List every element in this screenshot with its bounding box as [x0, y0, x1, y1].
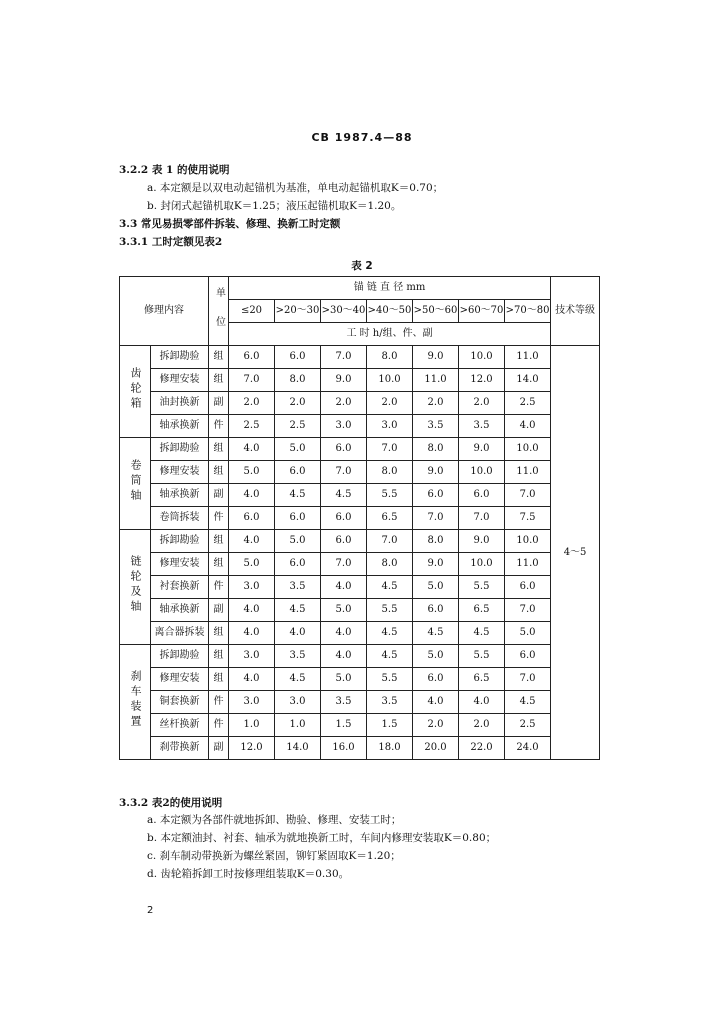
section-3-3-2-item-d: d. 齿轮箱拆卸工时按修理组装取K＝0.30。	[147, 868, 350, 880]
unit-cell: 副	[209, 599, 229, 622]
hours-cell: 8.0	[413, 438, 459, 461]
repair-item: 卷筒拆装	[151, 507, 209, 530]
hours-cell: 10.0	[367, 369, 413, 392]
hours-cell: 2.0	[367, 392, 413, 415]
hours-cell: 7.0	[367, 438, 413, 461]
table-row	[120, 438, 600, 461]
hours-cell: 6.5	[459, 599, 505, 622]
repair-item: 拆卸勘验	[151, 346, 209, 369]
hours-cell: 6.0	[505, 576, 551, 599]
hours-cell: 6.0	[459, 484, 505, 507]
hours-cell: 1.0	[275, 714, 321, 737]
table-row	[120, 691, 600, 714]
group-label: 齿轮箱	[129, 367, 142, 412]
repair-item: 拆卸勘验	[151, 530, 209, 553]
unit-cell: 组	[209, 438, 229, 461]
hours-cell: 3.0	[367, 415, 413, 438]
hours-cell: 4.0	[413, 691, 459, 714]
hours-cell: 6.0	[321, 507, 367, 530]
hours-cell: 4.5	[275, 668, 321, 691]
hours-cell: 7.0	[367, 530, 413, 553]
hours-cell: 5.5	[367, 484, 413, 507]
hours-cell: 7.0	[321, 346, 367, 369]
hours-cell: 2.0	[229, 392, 275, 415]
table-row	[120, 392, 600, 415]
hours-cell: 5.0	[229, 553, 275, 576]
hours-cell: 11.0	[505, 461, 551, 484]
unit-cell: 组	[209, 622, 229, 645]
range-header: >60～70	[459, 300, 505, 323]
hours-cell: 8.0	[275, 369, 321, 392]
unit-cell: 件	[209, 576, 229, 599]
repair-item: 衬套换新	[151, 576, 209, 599]
hours-cell: 22.0	[459, 737, 505, 760]
range-header: ≤20	[229, 300, 275, 323]
hours-cell: 7.0	[505, 484, 551, 507]
table-row	[120, 553, 600, 576]
hours-cell: 4.5	[413, 622, 459, 645]
hours-cell: 5.0	[275, 438, 321, 461]
hours-cell: 7.0	[505, 599, 551, 622]
hours-cell: 3.0	[229, 691, 275, 714]
repair-item: 轴承换新	[151, 484, 209, 507]
header-technical-grade: 技术等级	[551, 277, 600, 346]
labor-hours-table	[119, 276, 600, 760]
repair-item: 拆卸勘验	[151, 645, 209, 668]
table-caption: 表 2	[351, 260, 373, 272]
hours-cell: 6.5	[367, 507, 413, 530]
table-row	[120, 507, 600, 530]
table-row	[120, 346, 600, 369]
table-row	[120, 576, 600, 599]
hours-cell: 5.0	[321, 668, 367, 691]
hours-cell: 5.0	[229, 461, 275, 484]
table-row	[120, 622, 600, 645]
hours-cell: 9.0	[459, 438, 505, 461]
technical-grade-value: 4～5	[551, 346, 600, 760]
hours-cell: 4.0	[229, 438, 275, 461]
hours-cell: 6.5	[459, 668, 505, 691]
hours-cell: 9.0	[321, 369, 367, 392]
hours-cell: 5.5	[459, 576, 505, 599]
hours-cell: 4.5	[275, 599, 321, 622]
hours-cell: 4.0	[505, 415, 551, 438]
unit-cell: 副	[209, 392, 229, 415]
unit-cell: 组	[209, 553, 229, 576]
hours-cell: 9.0	[413, 553, 459, 576]
hours-cell: 5.0	[505, 622, 551, 645]
hours-cell: 6.0	[229, 346, 275, 369]
hours-cell: 6.0	[275, 346, 321, 369]
hours-cell: 7.0	[321, 553, 367, 576]
hours-cell: 4.5	[367, 622, 413, 645]
table-row	[120, 668, 600, 691]
unit-cell: 组	[209, 668, 229, 691]
hours-cell: 4.0	[229, 599, 275, 622]
hours-cell: 2.0	[321, 392, 367, 415]
hours-cell: 4.0	[229, 530, 275, 553]
hours-cell: 6.0	[275, 461, 321, 484]
hours-cell: 18.0	[367, 737, 413, 760]
hours-cell: 20.0	[413, 737, 459, 760]
hours-cell: 11.0	[505, 553, 551, 576]
section-3-3-2-item-b: b. 本定额油封、衬套、轴承为就地换新工时，车间内修理安装取K＝0.80；	[147, 832, 497, 844]
hours-cell: 4.5	[275, 484, 321, 507]
unit-cell: 组	[209, 645, 229, 668]
hours-cell: 10.0	[459, 346, 505, 369]
unit-cell: 组	[209, 369, 229, 392]
hours-cell: 10.0	[505, 438, 551, 461]
table-row	[120, 369, 600, 392]
hours-cell: 5.0	[275, 530, 321, 553]
header-labor-hours: 工 时 h/组、件、副	[229, 323, 551, 346]
hours-cell: 3.0	[321, 415, 367, 438]
table-row	[120, 530, 600, 553]
hours-cell: 1.5	[367, 714, 413, 737]
hours-cell: 2.5	[505, 392, 551, 415]
unit-cell: 组	[209, 530, 229, 553]
hours-cell: 2.0	[275, 392, 321, 415]
repair-item: 修理安装	[151, 553, 209, 576]
hours-cell: 7.0	[459, 507, 505, 530]
hours-cell: 10.0	[505, 530, 551, 553]
unit-cell: 副	[209, 737, 229, 760]
hours-cell: 2.5	[275, 415, 321, 438]
hours-cell: 14.0	[275, 737, 321, 760]
hours-cell: 7.0	[229, 369, 275, 392]
hours-cell: 3.5	[275, 576, 321, 599]
hours-cell: 2.0	[413, 714, 459, 737]
hours-cell: 5.0	[413, 645, 459, 668]
repair-item: 拆卸勘验	[151, 438, 209, 461]
hours-cell: 2.0	[459, 392, 505, 415]
hours-cell: 5.5	[459, 645, 505, 668]
unit-cell: 件	[209, 714, 229, 737]
table-row	[120, 415, 600, 438]
hours-cell: 4.5	[321, 484, 367, 507]
hours-cell: 4.5	[459, 622, 505, 645]
section-3-2-2-item-b: b. 封闭式起锚机取K＝1.25；液压起锚机取K＝1.20。	[147, 200, 402, 212]
hours-cell: 11.0	[505, 346, 551, 369]
section-3-3-2-title: 3.3.2 表2的使用说明	[119, 797, 223, 809]
hours-cell: 3.0	[275, 691, 321, 714]
hours-cell: 6.0	[229, 507, 275, 530]
repair-item: 刹带换新	[151, 737, 209, 760]
hours-cell: 8.0	[413, 530, 459, 553]
hours-cell: 2.0	[413, 392, 459, 415]
section-3-3-1-title: 3.3.1 工时定额见表2	[119, 236, 223, 248]
hours-cell: 1.0	[229, 714, 275, 737]
hours-cell: 10.0	[459, 553, 505, 576]
table-row	[120, 599, 600, 622]
repair-item: 离合器拆装	[151, 622, 209, 645]
range-header: >50～60	[413, 300, 459, 323]
hours-cell: 4.5	[367, 576, 413, 599]
hours-cell: 6.0	[413, 599, 459, 622]
unit-cell: 件	[209, 507, 229, 530]
hours-cell: 5.0	[413, 576, 459, 599]
hours-cell: 3.5	[321, 691, 367, 714]
section-3-3-2-item-a: a. 本定额为各部件就地拆卸、勘验、修理、安装工时；	[147, 814, 402, 826]
section-3-3-title: 3.3 常见易损零部件拆装、修理、换新工时定额	[119, 218, 341, 230]
hours-cell: 4.0	[321, 645, 367, 668]
table-row	[120, 714, 600, 737]
hours-cell: 3.5	[459, 415, 505, 438]
table-row	[120, 461, 600, 484]
hours-cell: 4.0	[321, 576, 367, 599]
table-row	[120, 484, 600, 507]
hours-cell: 4.0	[459, 691, 505, 714]
hours-cell: 4.0	[229, 484, 275, 507]
repair-item: 轴承换新	[151, 415, 209, 438]
hours-cell: 6.0	[321, 530, 367, 553]
hours-cell: 9.0	[459, 530, 505, 553]
document-header: CB 1987.4—88	[311, 131, 413, 144]
hours-cell: 2.0	[459, 714, 505, 737]
page-number: 2	[147, 905, 154, 916]
hours-cell: 6.0	[275, 507, 321, 530]
hours-cell: 5.5	[367, 668, 413, 691]
hours-cell: 3.5	[413, 415, 459, 438]
repair-item: 修理安装	[151, 668, 209, 691]
hours-cell: 10.0	[459, 461, 505, 484]
hours-cell: 1.5	[321, 714, 367, 737]
repair-item: 轴承换新	[151, 599, 209, 622]
hours-cell: 6.0	[505, 645, 551, 668]
hours-cell: 3.5	[367, 691, 413, 714]
hours-cell: 6.0	[413, 668, 459, 691]
hours-cell: 7.0	[321, 461, 367, 484]
group-label: 刹车装置	[129, 670, 142, 730]
hours-cell: 4.0	[321, 622, 367, 645]
hours-cell: 24.0	[505, 737, 551, 760]
group-label: 链轮及轴	[129, 555, 142, 615]
hours-cell: 3.0	[229, 645, 275, 668]
hours-cell: 2.5	[229, 415, 275, 438]
hours-cell: 4.0	[229, 622, 275, 645]
hours-cell: 12.0	[229, 737, 275, 760]
header-content: 修理内容	[120, 277, 209, 346]
range-header: >40～50	[367, 300, 413, 323]
hours-cell: 12.0	[459, 369, 505, 392]
group-label: 卷筒轴	[129, 459, 142, 504]
table-row	[120, 737, 600, 760]
hours-cell: 9.0	[413, 461, 459, 484]
hours-cell: 4.0	[229, 668, 275, 691]
range-header: >30～40	[321, 300, 367, 323]
hours-cell: 8.0	[367, 553, 413, 576]
hours-cell: 16.0	[321, 737, 367, 760]
hours-cell: 5.0	[321, 599, 367, 622]
hours-cell: 4.0	[275, 622, 321, 645]
unit-cell: 件	[209, 415, 229, 438]
hours-cell: 7.0	[413, 507, 459, 530]
hours-cell: 9.0	[413, 346, 459, 369]
header-unit: 单 位	[209, 277, 229, 346]
hours-cell: 11.0	[413, 369, 459, 392]
section-3-3-2-item-c: c. 刹车制动带换新为螺丝紧固，铆钉紧固取K＝1.20；	[147, 850, 401, 862]
unit-cell: 副	[209, 484, 229, 507]
unit-cell: 组	[209, 461, 229, 484]
range-header: >20～30	[275, 300, 321, 323]
hours-cell: 6.0	[413, 484, 459, 507]
hours-cell: 2.5	[505, 714, 551, 737]
repair-item: 油封换新	[151, 392, 209, 415]
hours-cell: 3.0	[229, 576, 275, 599]
repair-item: 铜套换新	[151, 691, 209, 714]
header-chain-diameter: 锚 链 直 径 mm	[229, 277, 551, 300]
hours-cell: 6.0	[275, 553, 321, 576]
hours-cell: 5.5	[367, 599, 413, 622]
section-3-2-2-title: 3.2.2 表 1 的使用说明	[119, 164, 230, 176]
hours-cell: 3.5	[275, 645, 321, 668]
hours-cell: 7.5	[505, 507, 551, 530]
table-row	[120, 645, 600, 668]
hours-cell: 6.0	[321, 438, 367, 461]
range-header: >70～80	[505, 300, 551, 323]
hours-cell: 8.0	[367, 346, 413, 369]
repair-item: 修理安装	[151, 369, 209, 392]
unit-cell: 组	[209, 346, 229, 369]
hours-cell: 7.0	[505, 668, 551, 691]
hours-cell: 4.5	[505, 691, 551, 714]
hours-cell: 4.5	[367, 645, 413, 668]
repair-item: 修理安装	[151, 461, 209, 484]
unit-cell: 件	[209, 691, 229, 714]
hours-cell: 14.0	[505, 369, 551, 392]
section-3-2-2-item-a: a. 本定额是以双电动起锚机为基准，单电动起锚机取K＝0.70；	[147, 182, 444, 194]
hours-cell: 8.0	[367, 461, 413, 484]
repair-item: 丝杆换新	[151, 714, 209, 737]
